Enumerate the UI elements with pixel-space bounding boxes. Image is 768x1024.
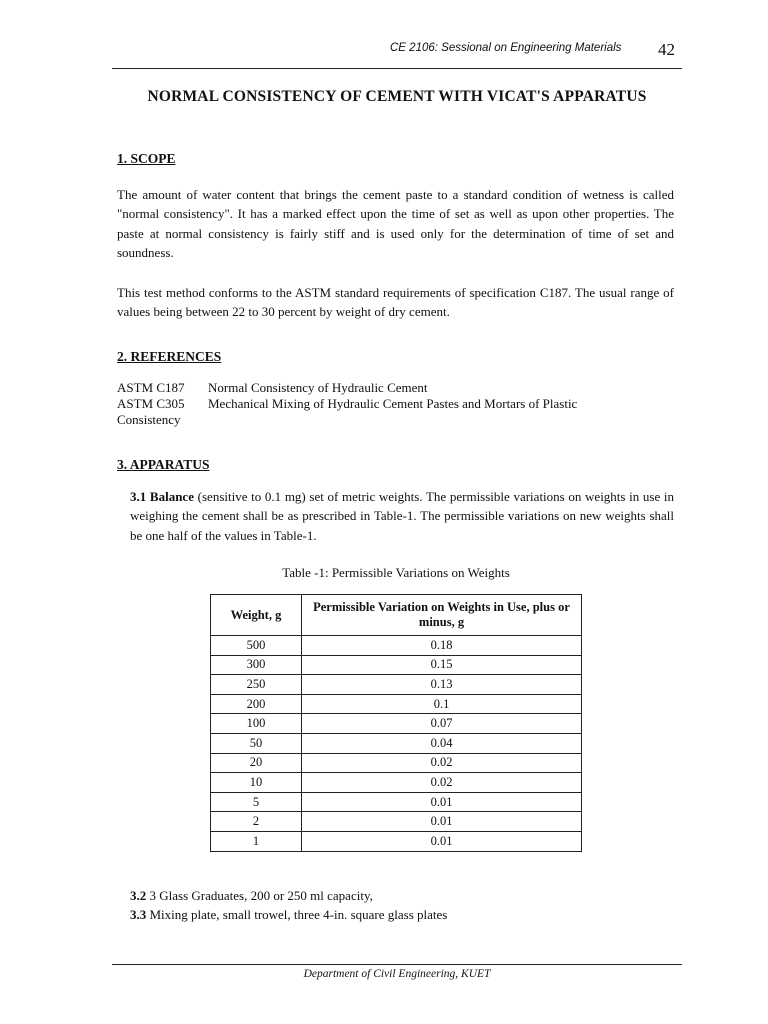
table-caption: Table -1: Permissible Variations on Weights <box>282 565 510 580</box>
section-heading-apparatus: 3. APPARATUS <box>117 457 210 472</box>
weight-cell: 300 <box>211 655 302 675</box>
header-rule <box>112 68 682 69</box>
reference-code: ASTM C187 <box>117 380 185 395</box>
reference-description: Mechanical Mixing of Hydraulic Cement Pastes and Mortars of Plastic <box>208 396 578 411</box>
reference-description: Normal Consistency of Hydraulic Cement <box>208 380 428 395</box>
course-header: CE 2106: Sessional on Engineering Materials <box>390 42 622 54</box>
document-title: NORMAL CONSISTENCY OF CEMENT WITH VICAT'S APPARATUS <box>147 88 647 105</box>
weight-cell: 100 <box>211 714 302 734</box>
variation-cell: 0.01 <box>302 831 582 851</box>
table-row <box>211 792 582 812</box>
section-heading-scope: 1. SCOPE <box>117 151 176 166</box>
weight-cell: 250 <box>211 675 302 695</box>
item-label: Balance <box>149 489 194 504</box>
variation-cell: 0.02 <box>302 753 582 773</box>
reference-item <box>117 380 674 396</box>
table-row <box>211 714 582 734</box>
variation-cell: 0.01 <box>302 792 582 812</box>
table-row <box>211 675 582 695</box>
weight-cell: 10 <box>211 773 302 793</box>
item-number: 3.2 <box>130 888 147 903</box>
table-row <box>211 812 582 832</box>
scope-paragraph-1: The amount of water content that brings the cement paste to a standard condition of wetness is called "normal consistency". It has a marked effect upon the time of set as well as upon other properties. The paste at normal consistency is fairly stiff and is used only for the determination of time of set and soundness. <box>117 187 674 260</box>
reference-description-continued: Consistency <box>117 412 181 427</box>
weight-cell: 500 <box>211 636 302 656</box>
table-row <box>211 733 582 753</box>
scope-paragraph-2: This test method conforms to the ASTM standard requirements of specification C187. The usual range of values being between 22 to 30 percent by weight of dry cement. <box>117 285 674 320</box>
table-row <box>211 831 582 851</box>
item-number: 3.1 <box>130 489 147 504</box>
footer-text: Department of Civil Engineering, KUET <box>303 968 491 980</box>
page-number: 42 <box>658 40 675 59</box>
item-text: 3 Glass Graduates, 200 or 250 ml capacity, <box>149 888 373 903</box>
variation-cell: 0.13 <box>302 675 582 695</box>
table-row <box>211 773 582 793</box>
reference-item <box>117 396 674 412</box>
table-row <box>211 655 582 675</box>
table-row <box>211 753 582 773</box>
variation-cell: 0.1 <box>302 694 582 714</box>
reference-code: ASTM C305 <box>117 396 185 411</box>
table-row <box>211 694 582 714</box>
variation-cell: 0.18 <box>302 636 582 656</box>
table-header-weight: Weight, g <box>211 595 302 636</box>
weights-table <box>210 594 582 852</box>
item-text: (sensitive to 0.1 mg) set of metric weights. The permissible variations on weights in use in weighing the cement shall be as prescribed in Table-1. The permissible variations on new weights shall be one half of the values in Table-1. <box>130 489 675 543</box>
weight-cell: 50 <box>211 733 302 753</box>
variation-cell: 0.01 <box>302 812 582 832</box>
weight-cell: 20 <box>211 753 302 773</box>
apparatus-item-mixing-plate <box>130 905 674 924</box>
section-heading-references: 2. REFERENCES <box>117 349 222 364</box>
variation-cell: 0.15 <box>302 655 582 675</box>
table-header-row <box>211 595 582 636</box>
item-number: 3.3 <box>130 907 147 922</box>
apparatus-item-glass-graduates <box>130 886 674 905</box>
variation-cell: 0.04 <box>302 733 582 753</box>
table-header-variation: Permissible Variation on Weights in Use, plus or minus, g <box>302 595 582 636</box>
weight-cell: 1 <box>211 831 302 851</box>
apparatus-item-balance <box>130 487 674 545</box>
table-row <box>211 636 582 656</box>
variation-cell: 0.02 <box>302 773 582 793</box>
weight-cell: 5 <box>211 792 302 812</box>
weight-cell: 200 <box>211 694 302 714</box>
footer-rule <box>112 964 682 965</box>
weight-cell: 2 <box>211 812 302 832</box>
item-text: Mixing plate, small trowel, three 4-in. square glass plates <box>149 907 448 922</box>
variation-cell: 0.07 <box>302 714 582 734</box>
